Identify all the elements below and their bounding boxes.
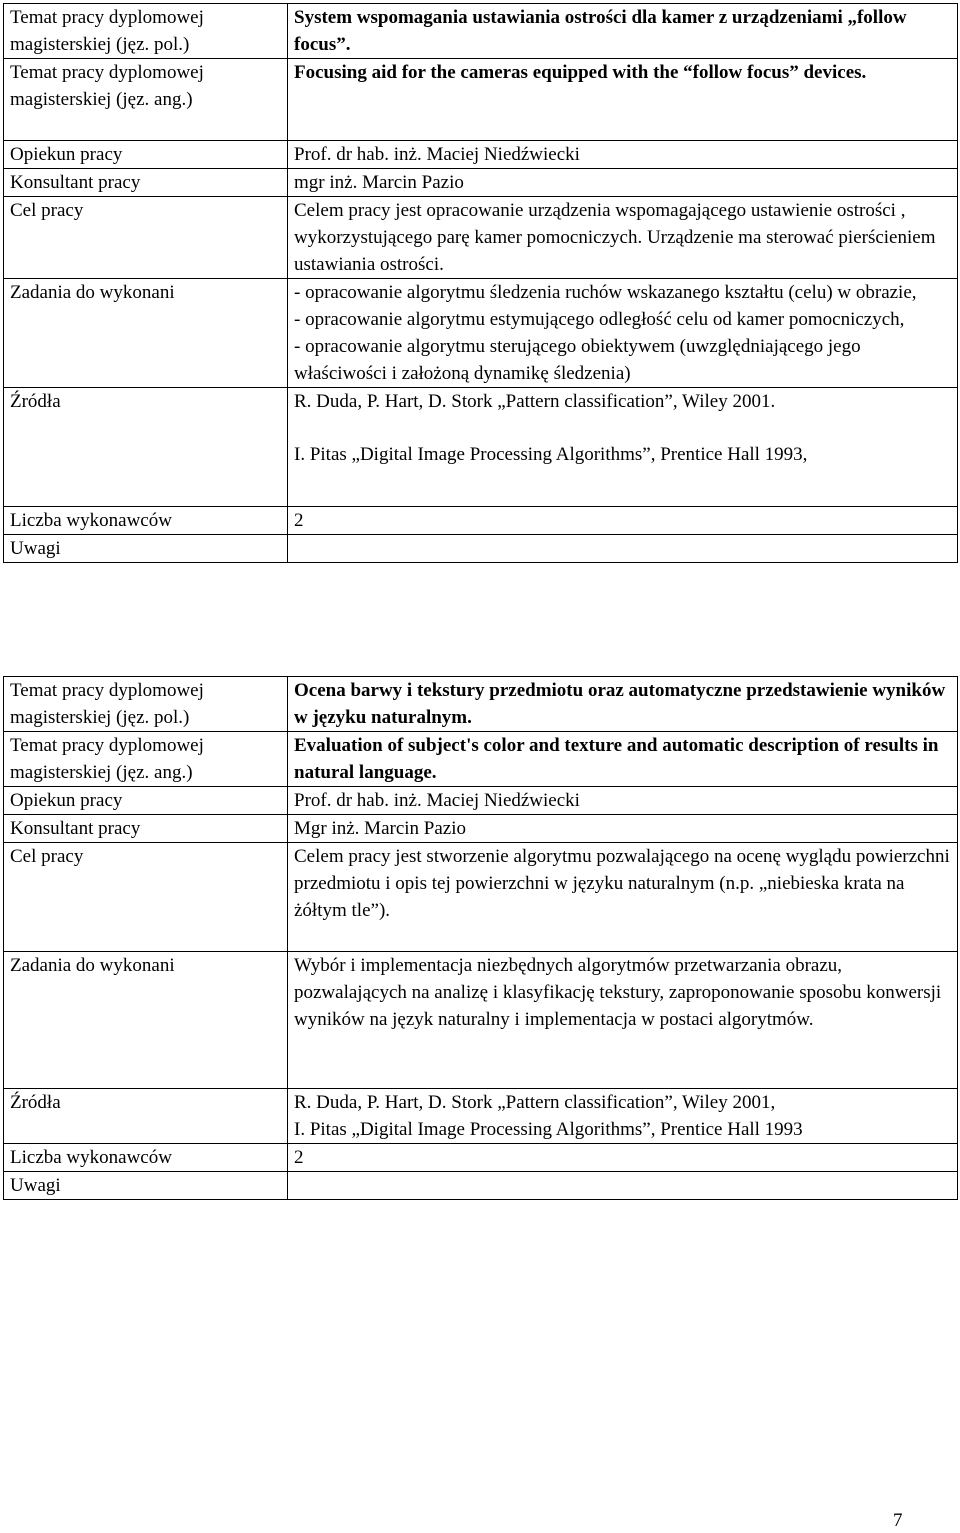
thesis-table-2 [3, 676, 958, 1200]
task-item: - opracowanie algorytmu sterującego obiektywem (uwzględniającego jego właściwości i założoną dynamikę śledzenia) [294, 336, 861, 384]
task-item: - opracowanie algorytmu estymującego odległość celu od kamer pomocniczych, [294, 309, 905, 330]
label-topic-pl: Temat pracy dyplomowej magisterskiej (jęz. pol.) [4, 4, 288, 59]
label-topic-pl: Temat pracy dyplomowej magisterskiej (jęz. pol.) [4, 677, 288, 732]
label-goal: Cel pracy [4, 843, 288, 952]
source-item: R. Duda, P. Hart, D. Stork „Pattern classification”, Wiley 2001. [294, 391, 776, 412]
label-notes: Uwagi [4, 1172, 288, 1200]
label-goal: Cel pracy [4, 197, 288, 279]
label-topic-en: Temat pracy dyplomowej magisterskiej (jęz. ang.) [4, 59, 288, 141]
value-goal [288, 843, 958, 952]
value-tasks [288, 952, 958, 1089]
label-consultant: Konsultant pracy [4, 169, 288, 197]
row-sources [4, 1089, 958, 1144]
value-supervisor: Prof. dr hab. inż. Maciej Niedźwiecki [288, 787, 958, 815]
label-tasks: Zadania do wykonani [4, 952, 288, 1089]
task-item: - opracowanie algorytmu śledzenia ruchów wskazanego kształtu (celu) w obrazie, [294, 282, 917, 303]
source-item: R. Duda, P. Hart, D. Stork „Pattern classification”, Wiley 2001, [294, 1092, 776, 1113]
label-participants: Liczba wykonawców [4, 1144, 288, 1172]
value-topic-pl: Ocena barwy i tekstury przedmiotu oraz automatyczne przedstawienie wyników w języku naturalnym. [288, 677, 958, 732]
value-topic-pl: System wspomagania ustawiania ostrości dla kamer z urządzeniami „follow focus”. [288, 4, 958, 59]
row-consultant [4, 815, 958, 843]
title-en-text: Focusing aid for the cameras equipped with the “follow focus” devices. [294, 62, 867, 83]
row-participants [4, 1144, 958, 1172]
row-topic-en [4, 59, 958, 141]
value-notes [288, 535, 958, 563]
label-tasks: Zadania do wykonani [4, 279, 288, 388]
label-supervisor: Opiekun pracy [4, 787, 288, 815]
label-notes: Uwagi [4, 535, 288, 563]
row-notes [4, 1172, 958, 1200]
row-supervisor [4, 787, 958, 815]
thesis-table-1 [3, 3, 958, 563]
row-sources [4, 388, 958, 507]
source-item: I. Pitas „Digital Image Processing Algorithms”, Prentice Hall 1993, [294, 444, 808, 465]
row-topic-en [4, 732, 958, 787]
tasks-text: Wybór i implementacja niezbędnych algorytmów przetwarzania obrazu, pozwalających na analizę i klasyfikację tekstury, zaproponowanie sposobu konwersji wyników na język naturalny i implementacja w postaci algorytmów. [294, 955, 942, 1030]
label-topic-en: Temat pracy dyplomowej magisterskiej (jęz. ang.) [4, 732, 288, 787]
value-participants: 2 [288, 507, 958, 535]
goal-text: Celem pracy jest stworzenie algorytmu pozwalającego na ocenę wyglądu powierzchni przedmiotu i opis tej powierzchni w języku naturalnym (n.p. „niebieska krata na żółtym tle”). [294, 846, 950, 921]
row-goal [4, 843, 958, 952]
row-supervisor [4, 141, 958, 169]
label-sources: Źródła [4, 1089, 288, 1144]
value-goal: Celem pracy jest opracowanie urządzenia wspomagającego ustawienie ostrości , wykorzystującego parę kamer pomocniczych. Urządzenie ma sterować pierścieniem ustawiania ostrości. [288, 197, 958, 279]
value-sources [288, 1089, 958, 1144]
label-sources: Źródła [4, 388, 288, 507]
value-consultant: Mgr inż. Marcin Pazio [288, 815, 958, 843]
row-consultant [4, 169, 958, 197]
row-topic-pl [4, 4, 958, 59]
value-topic-en: Evaluation of subject's color and texture and automatic description of results in natural language. [288, 732, 958, 787]
value-participants: 2 [288, 1144, 958, 1172]
value-consultant: mgr inż. Marcin Pazio [288, 169, 958, 197]
row-topic-pl [4, 677, 958, 732]
source-item: I. Pitas „Digital Image Processing Algorithms”, Prentice Hall 1993 [294, 1119, 803, 1140]
label-participants: Liczba wykonawców [4, 507, 288, 535]
row-tasks [4, 279, 958, 388]
value-notes [288, 1172, 958, 1200]
label-supervisor: Opiekun pracy [4, 141, 288, 169]
page-number: 7 [893, 1510, 903, 1531]
row-tasks [4, 952, 958, 1089]
row-notes [4, 535, 958, 563]
value-tasks [288, 279, 958, 388]
row-participants [4, 507, 958, 535]
row-goal [4, 197, 958, 279]
value-supervisor: Prof. dr hab. inż. Maciej Niedźwiecki [288, 141, 958, 169]
label-consultant: Konsultant pracy [4, 815, 288, 843]
value-sources [288, 388, 958, 507]
value-topic-en [288, 59, 958, 141]
